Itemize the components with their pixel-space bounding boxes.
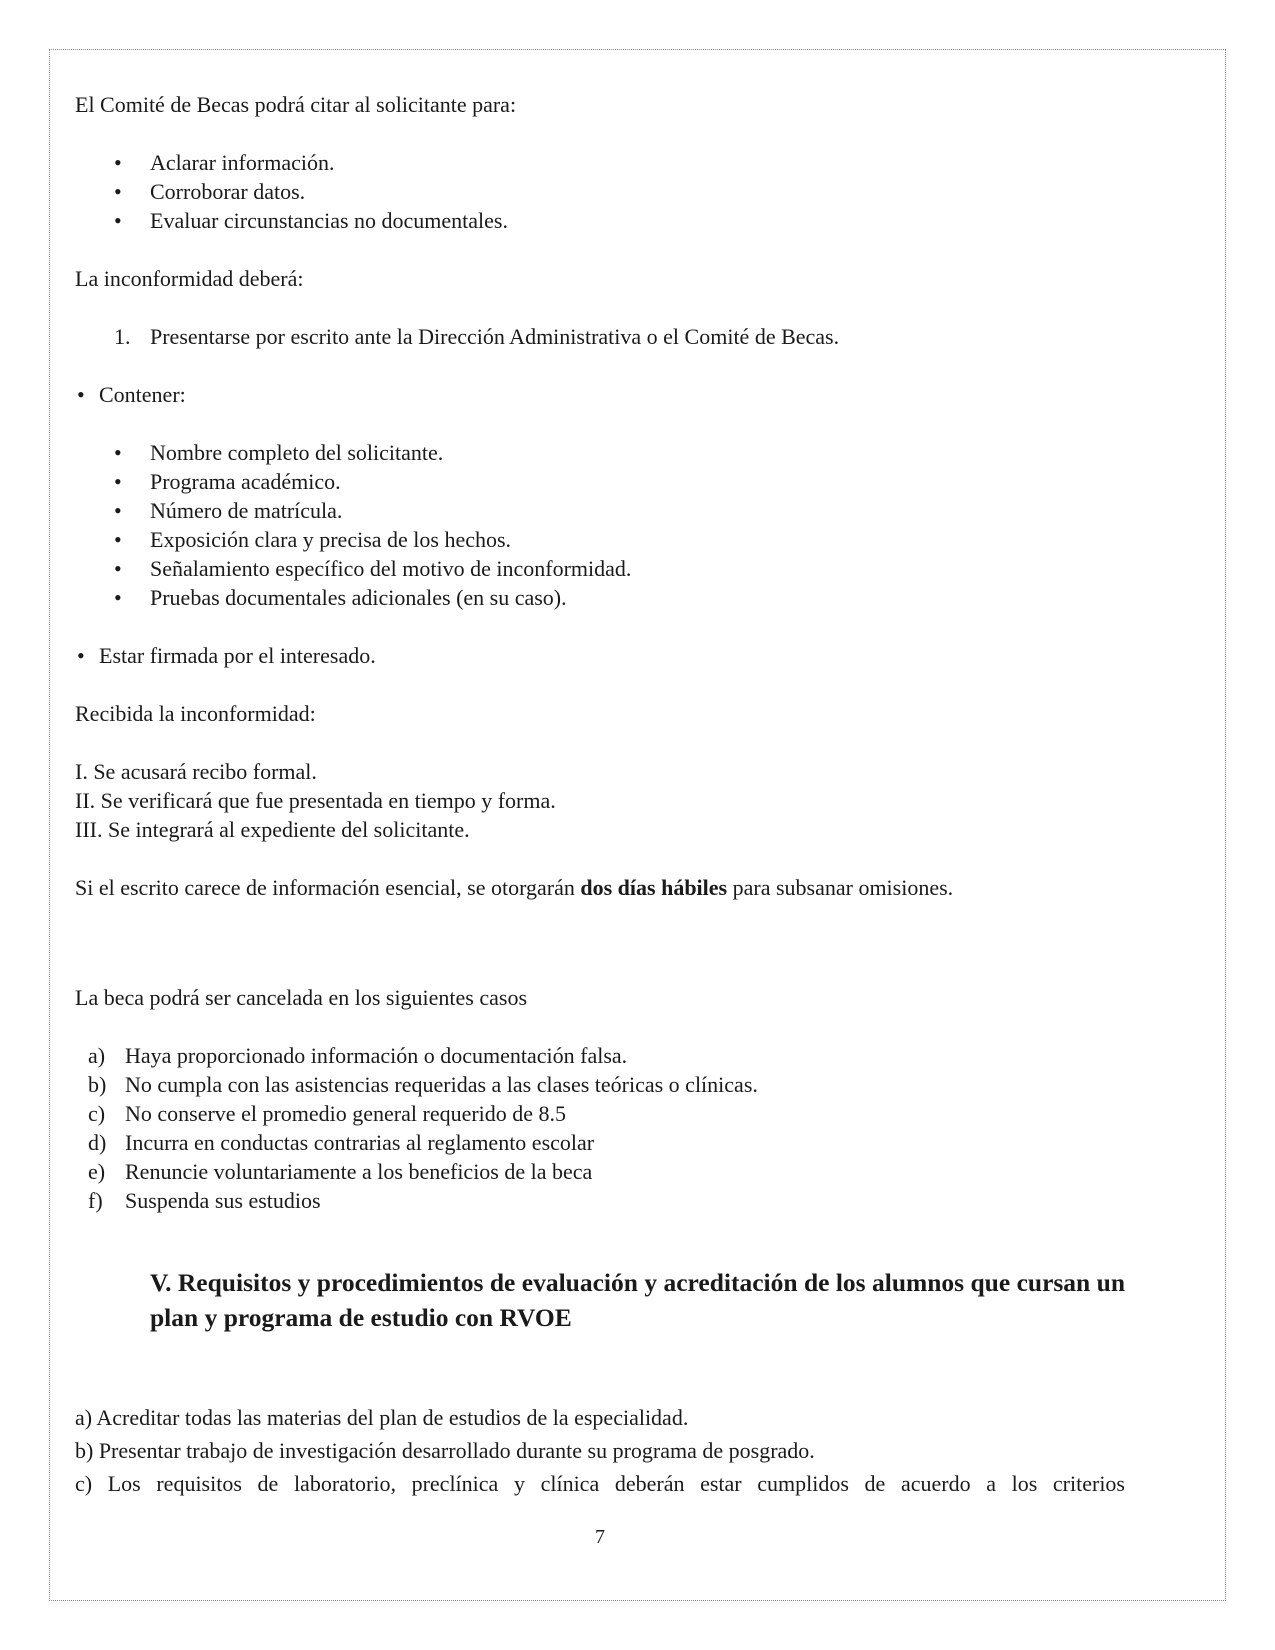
list-item: c) No conserve el promedio general requerido de 8.5: [88, 1101, 567, 1126]
contain-items-list: [75, 438, 1125, 612]
list-item: • Pruebas documentales adicionales (en su caso).: [75, 583, 1125, 612]
section-heading: V. Requisitos y procedimientos de evaluación y acreditación de los alumnos que cursan un plan y programa de estudio con RVOE: [150, 1268, 1125, 1332]
list-number: 1.: [114, 324, 131, 349]
inconformity-intro: La inconformidad deberá:: [75, 266, 304, 291]
list-item: • Contener:: [75, 380, 1125, 409]
requirement-item: c) Los requisitos de laboratorio, preclínica y clínica deberán estar cumplidos de acuerdo a los criterios: [75, 1471, 1125, 1496]
page-number: 7: [595, 1526, 605, 1548]
list-item: • Estar firmada por el interesado.: [75, 641, 1125, 670]
requirement-item: b) Presentar trabajo de investigación desarrollado durante su programa de posgrado.: [75, 1438, 815, 1463]
list-item: • Exposición clara y precisa de los hechos.: [75, 525, 1125, 554]
document-body: [75, 90, 1125, 1500]
list-item: • Número de matrícula.: [75, 496, 1125, 525]
list-text: Presentarse por escrito ante la Dirección Administrativa o el Comité de Becas.: [150, 324, 840, 349]
list-item: d) Incurra en conductas contrarias al reglamento escolar: [88, 1130, 595, 1155]
intro-paragraph: El Comité de Becas podrá citar al solicitante para:: [75, 92, 517, 117]
cancel-cases-list: [75, 1041, 1125, 1215]
requirement-item: a) Acreditar todas las materias del plan de estudios de la especialidad.: [75, 1405, 689, 1430]
cancel-intro: La beca podrá ser cancelada en los siguientes casos: [75, 985, 528, 1010]
list-item: • Programa académico.: [75, 467, 1125, 496]
list-item: • Señalamiento específico del motivo de inconformidad.: [75, 554, 1125, 583]
received-intro: Recibida la inconformidad:: [75, 701, 316, 726]
received-item: I. Se acusará recibo formal.: [75, 759, 317, 784]
received-item: III. Se integrará al expediente del solicitante.: [75, 817, 470, 842]
list-item: f) Suspenda sus estudios: [88, 1188, 321, 1213]
received-item: II. Se verificará que fue presentada en tiempo y forma.: [75, 788, 556, 813]
list-item: • Aclarar información.: [75, 148, 1125, 177]
list-item: • Evaluar circunstancias no documentales.: [75, 206, 1125, 235]
list-item: a) Haya proporcionado información o documentación falsa.: [88, 1043, 628, 1068]
inconformity-steps: [75, 322, 1125, 351]
list-item: • Corroborar datos.: [75, 177, 1125, 206]
list-item: b) No cumpla con las asistencias requeridas a las clases teóricas o clínicas.: [88, 1072, 758, 1097]
signed-bullet: [75, 641, 1125, 670]
list-item: e) Renuncie voluntariamente a los beneficios de la beca: [88, 1159, 593, 1184]
cite-reasons-list: [75, 148, 1125, 235]
emphasis-deadline: dos días hábiles: [580, 875, 728, 900]
list-item: • Nombre completo del solicitante.: [75, 438, 1125, 467]
omission-paragraph: Si el escrito carece de información esencial, se otorgarán dos días hábiles para subsanar omisiones.: [75, 875, 954, 900]
contain-bullet: [75, 380, 1125, 409]
list-item: [75, 322, 1125, 351]
